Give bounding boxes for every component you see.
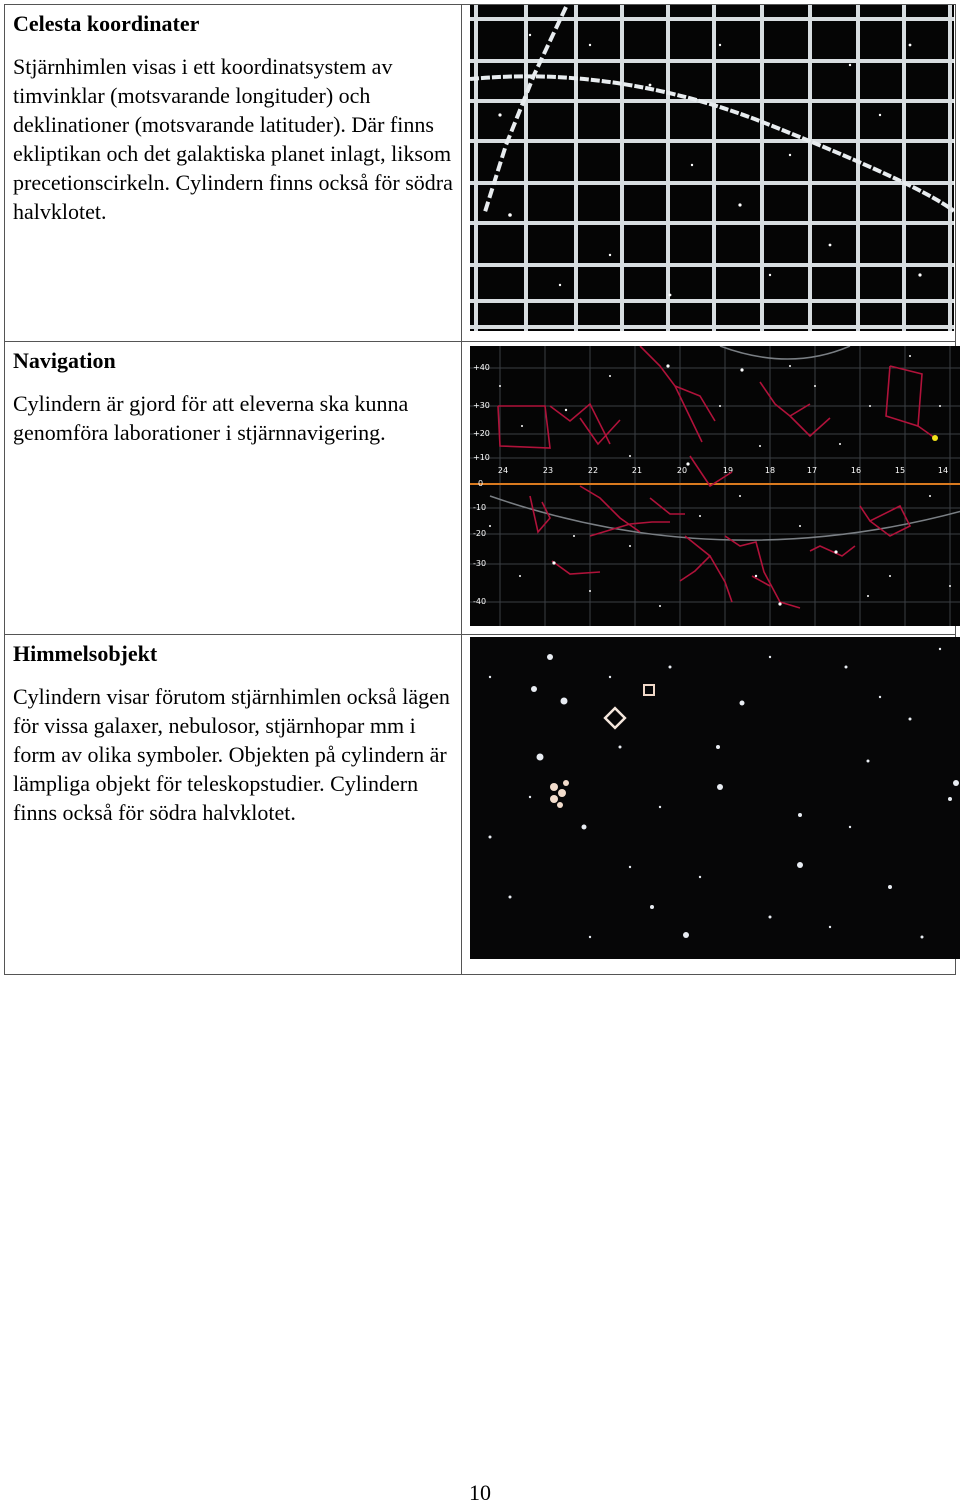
ra-tick-label: 17 [806,466,818,475]
page-number: 10 [469,1480,491,1505]
image-cell [462,635,956,975]
ra-tick-label: 14 [937,466,949,475]
sky-background [470,346,960,626]
dec-tick-label: -10 [473,503,487,512]
ra-tick-label: 24 [497,466,509,475]
dec-tick-label: -20 [473,529,487,538]
table-row [5,635,956,975]
sky-background [470,637,960,959]
dec-tick-label: -30 [473,559,487,568]
section-body: Cylindern är gjord för att eleverna ska kunna genomföra laborationer i stjärnnavigering. [13,391,409,445]
deep-sky-objects-image [470,637,960,959]
ra-tick-label: 22 [587,466,599,475]
star-navigation-chart-image [470,346,960,626]
image-cell [462,342,956,635]
coordinate-grid-image [470,5,954,331]
section-body: Cylindern visar förutom stjärnhimlen också lägen för vissa galaxer, nebulosor, stjärnhopar mm i form av olika symboler. Objekten på cylindern är lämpliga objekt för teleskopstudier. Cylindern finns också för södra halvklotet. [13,684,450,825]
section-heading: Celesta koordinater [13,11,200,36]
text-cell [5,635,462,975]
ra-tick-label: 20 [676,466,688,475]
ra-tick-label: 16 [850,466,862,475]
section-heading: Himmelsobjekt [13,641,158,666]
ra-tick-label: 19 [722,466,734,475]
ra-tick-label: 23 [542,466,554,475]
table-row [5,5,956,342]
highlighted-star [932,435,938,441]
text-cell [5,5,462,342]
dec-tick-label: 0 [478,479,484,488]
image-cell [462,5,956,342]
dec-tick-label: +20 [473,429,490,438]
text-cell [5,342,462,635]
section-body: Stjärnhimlen visas i ett koordinatsystem av timvinklar (motsvarande longituder) och deklinationer (motsvarande latituder). Där finns ekliptikan och det galaktiska planet inlagt, liksom precetionscirkeln. Cylindern finns också för södra halvklotet. [13,54,453,224]
dec-tick-label: -40 [473,597,487,606]
content-table [4,4,956,975]
ra-tick-label: 21 [631,466,643,475]
dec-tick-label: +10 [473,453,490,462]
section-heading: Navigation [13,348,116,373]
dec-tick-label: +30 [473,401,490,410]
dec-tick-label: +40 [473,363,490,372]
ra-tick-label: 15 [894,466,906,475]
ra-tick-label: 18 [764,466,776,475]
table-row [5,342,956,635]
